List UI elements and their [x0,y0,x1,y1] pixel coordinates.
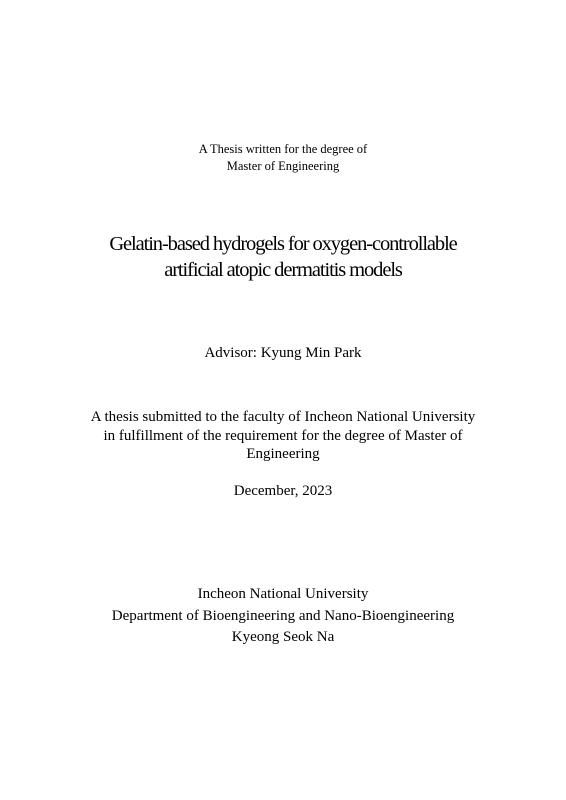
submission-date: December, 2023 [233,483,333,499]
thesis-title-line-1: Gelatin-based hydrogels for oxygen-controllable [109,233,457,255]
thesis-title [0,231,566,283]
submission-statement [0,408,566,464]
university-name: Incheon National University [197,586,369,602]
submission-statement-line-1: A thesis submitted to the faculty of Incheon National University [90,409,476,425]
author-name: Kyeong Seok Na [231,629,335,645]
degree-statement-line-1: A Thesis written for the degree of [198,142,368,156]
department-name: Department of Bioengineering and Nano-Bioengineering [111,607,455,624]
advisor: Advisor: Kyung Min Park [204,345,362,361]
degree-name: Master of Engineering [226,159,340,173]
submission-statement-line-3: Engineering [246,446,320,462]
submission-statement-line-2: in fulfillment of the requirement for the degree of Master of [103,427,463,444]
thesis-title-line-2: artificial atopic dermatitis models [164,259,402,281]
degree-statement [0,141,566,175]
affiliation [0,584,566,649]
